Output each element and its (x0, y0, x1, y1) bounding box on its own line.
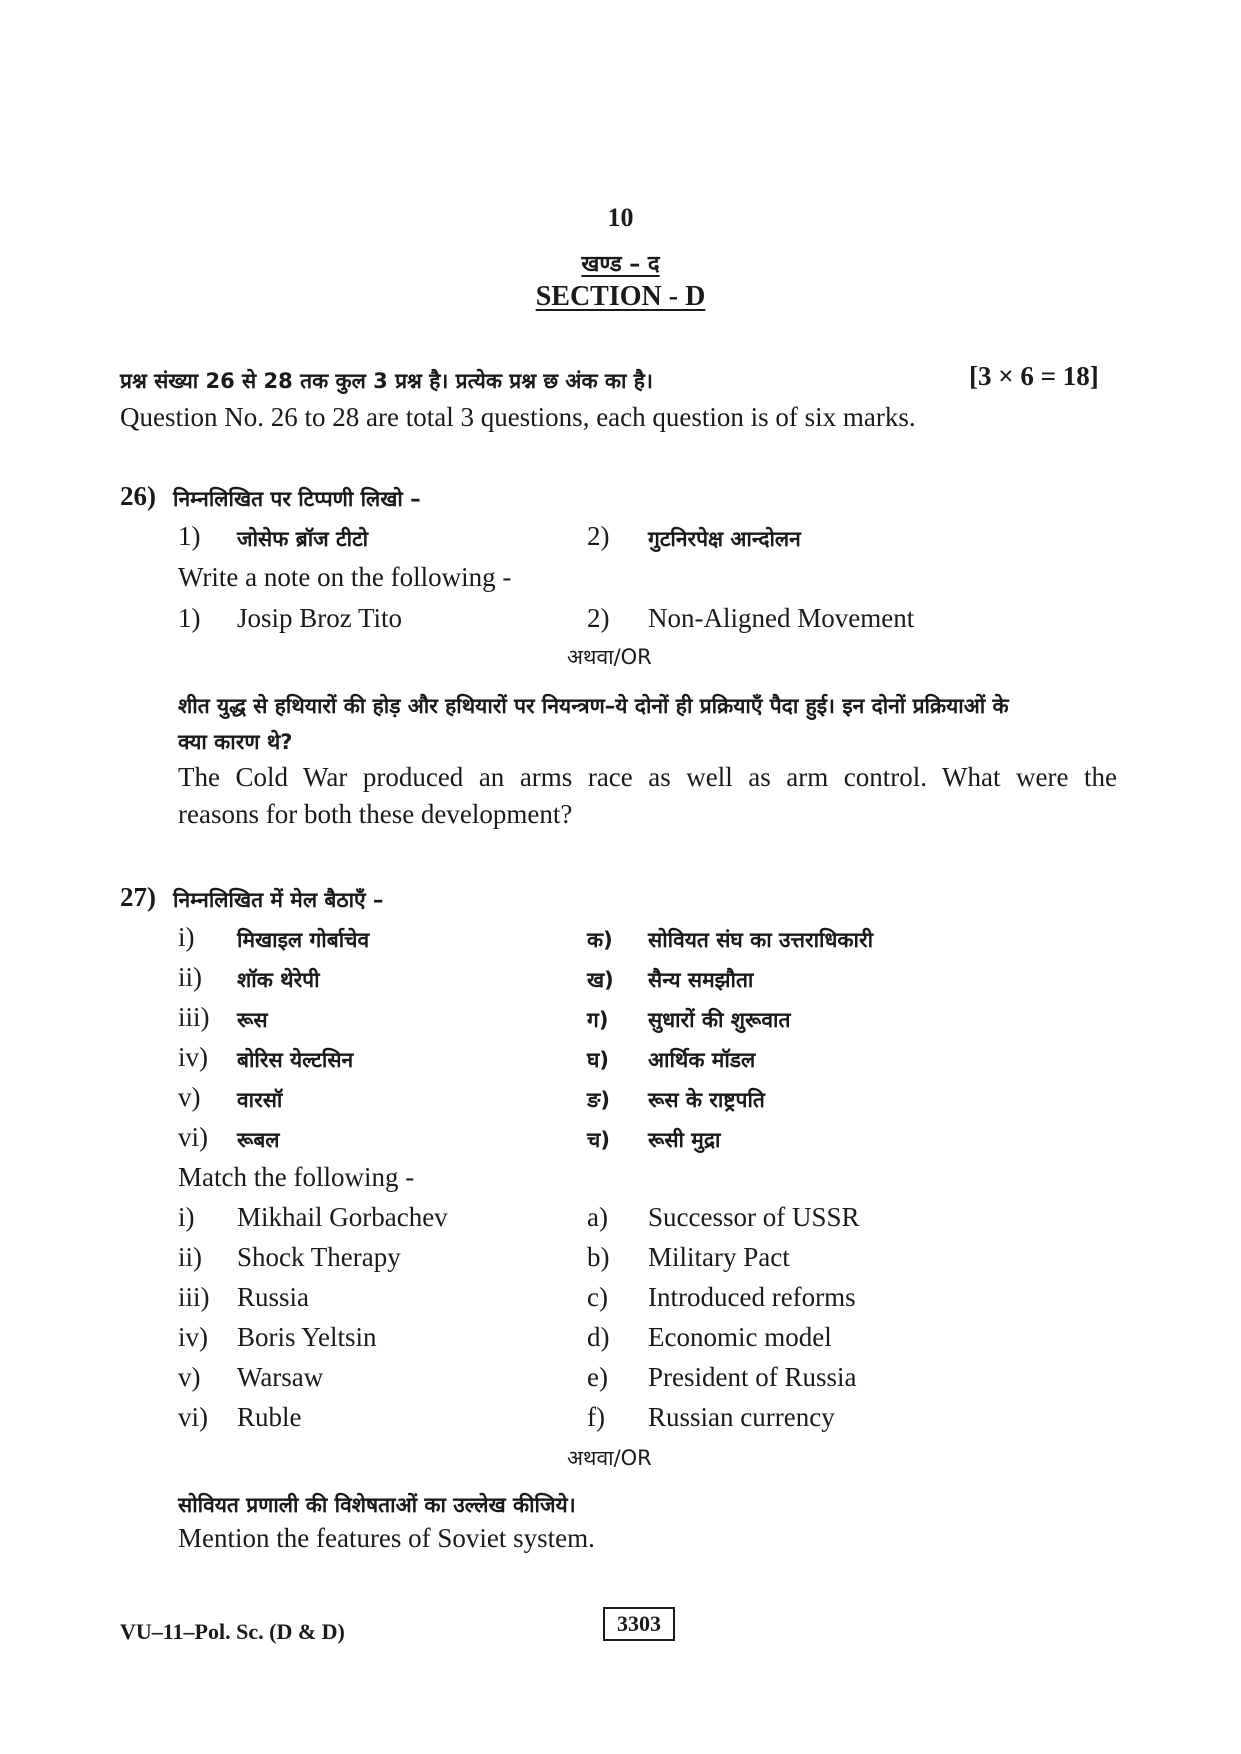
match-right-text: Economic model (648, 1322, 832, 1352)
match-left-text: मिखाइल गोर्बाचेव (237, 928, 370, 952)
match-left-text: बोरिस येल्टसिन (237, 1048, 354, 1072)
match-left-number: v) (178, 1362, 201, 1392)
match-left-text: Warsaw (237, 1362, 324, 1392)
match-right-text: सोवियत संघ का उत्तराधिकारी (648, 928, 874, 952)
page-code-box: 3303 (603, 1607, 675, 1641)
match-right-number: b) (587, 1242, 610, 1272)
match-left-number: ii) (178, 962, 202, 992)
match-left-text: शॉक थेरेपी (237, 968, 320, 992)
match-left-text: वारसॉ (237, 1088, 283, 1112)
option-number: 2) (587, 521, 610, 551)
option-text-hindi: जोसेफ ब्रॉज टीटो (237, 527, 369, 551)
match-left-text: Mikhail Gorbachev (237, 1202, 448, 1232)
match-right-number: d) (587, 1322, 610, 1352)
match-left-number: vi) (178, 1402, 208, 1432)
match-left-number: v) (178, 1082, 201, 1112)
match-right-text: Military Pact (648, 1242, 790, 1272)
instruction-english: Question No. 26 to 28 are total 3 questions, each question is of six marks. (120, 402, 916, 432)
match-right-text: सैन्य समझौता (648, 968, 754, 992)
match-left-number: ii) (178, 1242, 202, 1272)
match-left-number: vi) (178, 1122, 208, 1152)
match-left-text: Boris Yeltsin (237, 1322, 377, 1352)
match-left-text: रूबल (237, 1128, 280, 1152)
match-left-text: Russia (237, 1282, 310, 1312)
question-prompt-hindi: निम्नलिखित में मेल बैठाएँ – (173, 888, 384, 912)
match-right-number: e) (587, 1362, 608, 1392)
match-left-number: iv) (178, 1322, 208, 1352)
match-right-number: क) (587, 928, 613, 952)
option-text-hindi: गुटनिरपेक्ष आन्दोलन (648, 527, 801, 551)
question-prompt-english: Match the following - (178, 1162, 415, 1192)
section-title-hindi: खण्ड – द (581, 252, 660, 277)
match-right-text: सुधारों की शुरूवात (648, 1008, 791, 1032)
match-right-number: c) (587, 1282, 608, 1312)
option-text-english: Non-Aligned Movement (648, 603, 915, 633)
or-divider: अथवा/OR (567, 645, 652, 669)
match-right-number: च) (587, 1128, 610, 1152)
alternate-question-hindi: सोवियत प्रणाली की विशेषताओं का उल्लेख कीजिये। (178, 1493, 576, 1517)
option-number: 1) (178, 603, 201, 633)
match-right-text: Successor of USSR (648, 1202, 860, 1232)
match-right-number: ग) (587, 1008, 609, 1032)
match-right-number: घ) (587, 1048, 610, 1072)
match-left-number: iv) (178, 1042, 208, 1072)
or-divider: अथवा/OR (567, 1446, 652, 1470)
match-right-text: रूसी मुद्रा (648, 1128, 721, 1152)
question-number: 27) (120, 882, 156, 912)
instruction-hindi: प्रश्न संख्या 26 से 28 तक कुल 3 प्रश्न है। प्रत्येक प्रश्न छ अंक का है। (120, 369, 653, 393)
option-number: 1) (178, 521, 201, 551)
marks-allocation: [3 × 6 = 18] (969, 361, 1099, 391)
alternate-question-hindi: शीत युद्ध से हथियारों की होड़ और हथियारों पर नियन्त्रण–ये दोनों ही प्रक्रियाएँ पैदा हुई। इन दोनों प्रक्रियाओं के (178, 694, 1009, 718)
match-right-text: Russian currency (648, 1402, 835, 1432)
match-right-text: आर्थिक मॉडल (648, 1048, 756, 1072)
alternate-question-english: reasons for both these development? (178, 799, 573, 829)
option-number: 2) (587, 603, 610, 633)
question-prompt-hindi: निम्नलिखित पर टिप्पणी लिखो – (173, 487, 421, 511)
match-right-text: रूस के राष्ट्रपति (648, 1088, 765, 1112)
page-number: 10 (607, 203, 634, 232)
match-left-text: Ruble (237, 1402, 302, 1432)
match-right-number: f) (587, 1402, 605, 1432)
match-right-text: Introduced reforms (648, 1282, 856, 1312)
option-text-english: Josip Broz Tito (237, 603, 403, 633)
alternate-question-hindi: क्या कारण थे? (178, 730, 293, 754)
match-right-number: a) (587, 1202, 608, 1232)
question-number: 26) (120, 481, 156, 511)
section-title: SECTION - D (535, 281, 706, 312)
match-right-text: President of Russia (648, 1362, 857, 1392)
match-left-text: रूस (237, 1008, 268, 1032)
match-left-text: Shock Therapy (237, 1242, 401, 1272)
alternate-question-english: Mention the features of Soviet system. (178, 1523, 595, 1553)
paper-code: VU–11–Pol. Sc. (D & D) (120, 1619, 345, 1644)
match-left-number: iii) (178, 1282, 210, 1312)
match-left-number: i) (178, 1202, 195, 1232)
match-right-number: ख) (587, 968, 614, 992)
match-left-number: i) (178, 922, 195, 952)
alternate-question-english: The Cold War produced an arms race as well as arm control. What were the (178, 762, 1117, 792)
match-right-number: ङ) (587, 1088, 610, 1112)
match-left-number: iii) (178, 1002, 210, 1032)
question-prompt-english: Write a note on the following - (178, 562, 512, 592)
